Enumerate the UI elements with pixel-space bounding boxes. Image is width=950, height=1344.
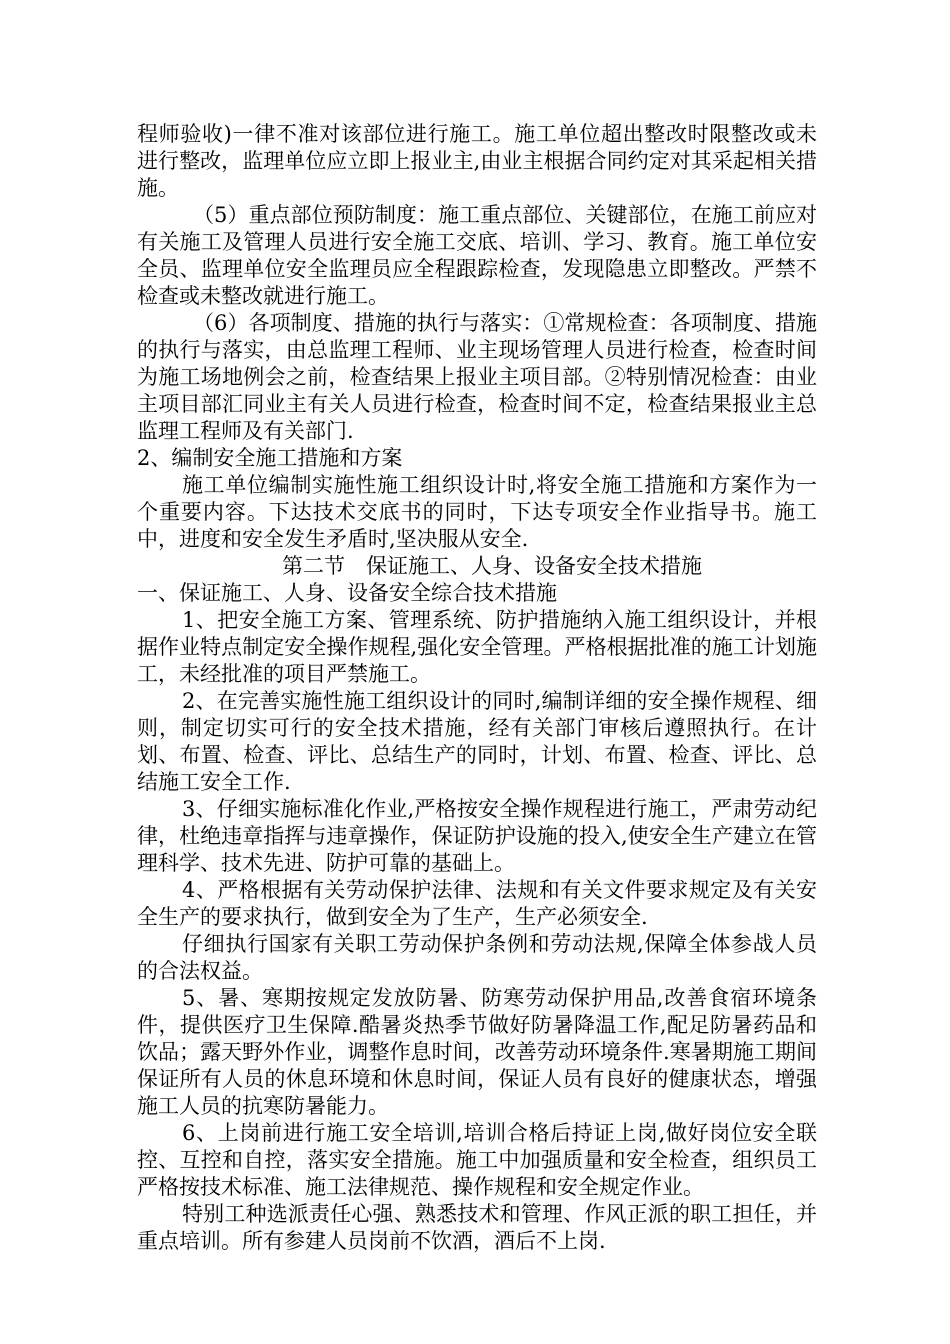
paragraph-special-workers: 特别工种选派责任心强、熟悉技术和管理、作风正派的职工担任，并重点培训。所有参建人员岗前不饮酒，酒后不上岗. <box>137 1202 817 1253</box>
paragraph-item-6: （6）各项制度、措施的执行与落实：①常规检查：各项制度、措施的执行与落实，由总监理工程师、业主现场管理人员进行检查，检查时间为施工场地例会之前，检查结果上报业主项目部。②特别情况检查：由业主项目部汇同业主有关人员进行检查，检查时间不定，检查结果报业主总监理工程师及有关部门. <box>137 311 817 443</box>
paragraph-measure-3: 3、仔细实施标准化作业,严格按安全操作规程进行施工，严肃劳动纪律，杜绝违章指挥与违章操作，保证防护设施的投入,使安全生产建立在管理科学、技术先进、防护可靠的基础上。 <box>137 797 817 875</box>
section-title: 第二节 保证施工、人身、设备安全技术措施 <box>282 554 702 578</box>
section-heading-2: 2、编制安全施工措施和方案 <box>137 446 403 470</box>
paragraph-measure-6: 6、上岗前进行施工安全培训,培训合格后持证上岗,做好岗位安全联控、互控和自控，落实安全措施。施工中加强质量和安全检查，组织员工严格按技术标准、施工法律规范、操作规程和安全规定作业。 <box>137 1121 817 1199</box>
paragraph-measure-5: 5、暑、寒期按规定发放防暑、防寒劳动保护用品,改善食宿环境条件，提供医疗卫生保障.酷暑炎热季节做好防暑降温工作,配足防暑药品和饮品；露天野外作业，调整作息时间，改善劳动环境条件.寒暑期施工期间保证所有人员的休息环境和休息时间，保证人员有良好的健康状态，增强施工人员的抗寒防暑能力。 <box>137 986 817 1118</box>
subsection-heading-1: 一、保证施工、人身、设备安全综合技术措施 <box>137 581 557 605</box>
paragraph-measure-2: 2、在完善实施性施工组织设计的同时,编制详细的安全操作规程、细则，制定切实可行的安全技术措施，经有关部门审核后遵照执行。在计划、布置、检查、评比、总结生产的同时，计划、布置、检查、评比、总结施工安全工作. <box>137 689 817 794</box>
paragraph-labor-protection: 仔细执行国家有关职工劳动保护条例和劳动法规,保障全体参战人员的合法权益。 <box>137 932 817 983</box>
paragraph-continuation: 程师验收)一律不准对该部位进行施工。施工单位超出整改时限整改或未进行整改，监理单位应立即上报业主,由业主根据合同约定对其采起相关措施。 <box>137 122 817 200</box>
paragraph-item-5: （5）重点部位预防制度：施工重点部位、关键部位，在施工前应对有关施工及管理人员进行安全施工交底、培训、学习、教育。施工单位安全员、监理单位安全监理员应全程跟踪检查，发现隐患立即整改。严禁不检查或未整改就进行施工。 <box>137 203 817 308</box>
paragraph-measure-1: 1、把安全施工方案、管理系统、防护措施纳入施工组织设计，并根据作业特点制定安全操作规程,强化安全管理。严格根据批准的施工计划施工，未经批准的项目严禁施工。 <box>137 608 817 686</box>
paragraph-measure-4: 4、严格根据有关劳动保护法律、法规和有关文件要求规定及有关安全生产的要求执行，做到安全为了生产，生产必须安全. <box>137 878 817 929</box>
paragraph-safety-plan: 施工单位编制实施性施工组织设计时,将安全施工措施和方案作为一个重要内容。下达技术交底书的同时，下达专项安全作业指导书。施工中，进度和安全发生矛盾时,坚决服从安全. <box>137 473 817 551</box>
document-page <box>137 121 817 1255</box>
